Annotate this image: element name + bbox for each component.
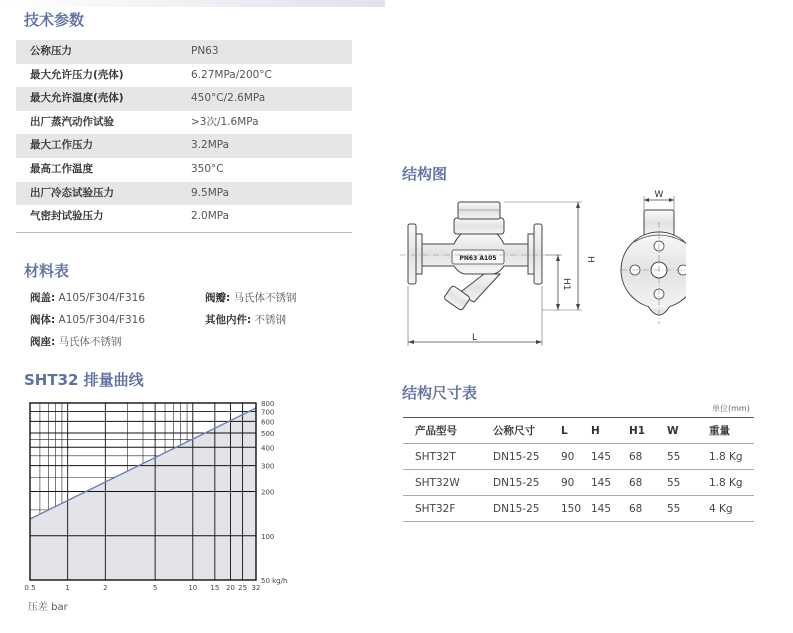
param-label: 出厂冷态试验压力 [30, 186, 114, 199]
table-cell: SHT32T [415, 451, 456, 463]
structure-drawing [396, 186, 686, 346]
x-tick-label: 25 [238, 584, 248, 592]
x-tick-label: 1 [65, 584, 70, 592]
y-tick-label: 300 [261, 462, 275, 471]
table-cell: 68 [629, 503, 643, 515]
table-cell: 55 [667, 477, 681, 489]
x-tick-label: 2 [103, 584, 108, 592]
param-value: 2.0MPa [191, 210, 230, 223]
y-tick-label: 50 kg/h [261, 577, 288, 585]
param-row [16, 182, 352, 206]
material-item [30, 312, 145, 327]
params-bottom-rule [16, 232, 352, 233]
discharge-curve-chart [0, 395, 310, 595]
l-label: L [472, 333, 478, 343]
material-label: 阀盖: [30, 292, 56, 304]
header-cell: L [561, 425, 568, 437]
param-label: 最大允许压力(壳体) [30, 68, 124, 81]
table-cell: SHT32W [415, 477, 460, 489]
table-header-row [403, 418, 754, 444]
x-tick-label: 5 [152, 584, 158, 592]
param-label: 气密封试验压力 [30, 210, 104, 223]
header-cell: 产品型号 [415, 425, 457, 437]
param-value: 9.5MPa [191, 186, 230, 199]
h-label: H [585, 256, 595, 263]
table-cell: 90 [561, 477, 575, 489]
dimensions-title: 结构尺寸表 [402, 384, 478, 402]
param-label: 最高工作温度 [30, 162, 93, 175]
material-label: 其他内件: [205, 314, 252, 326]
y-tick-label: 100 [261, 532, 275, 541]
param-row [16, 40, 352, 64]
table-row [403, 470, 754, 496]
table-cell: DN15-25 [493, 477, 540, 489]
tech-params-title: 技术参数 [24, 11, 85, 29]
structure-title: 结构图 [402, 165, 448, 183]
unit-note: 单位(mm) [712, 404, 750, 413]
x-tick-label: 15 [210, 584, 220, 592]
table-row [403, 444, 754, 470]
table-cell: 145 [591, 451, 612, 463]
material-item [30, 334, 122, 349]
table-cell: 1.8 Kg [709, 477, 743, 489]
chart-x-label: 压差 bar [28, 602, 68, 613]
y-tick-label: 500 [261, 430, 275, 439]
y-tick-label: 400 [261, 444, 275, 453]
table-cell: 4 Kg [709, 503, 733, 515]
x-tick-label: 32 [251, 584, 261, 592]
material-item [205, 312, 286, 327]
param-value: 3.2MPa [191, 139, 230, 152]
material-label: 阀瓣: [205, 292, 231, 304]
param-label: 最大允许温度(壳体) [30, 92, 124, 105]
table-row [403, 496, 754, 522]
param-row [16, 158, 352, 182]
param-row [16, 134, 352, 158]
param-value: 350°C [191, 162, 224, 175]
table-cell: 55 [667, 503, 681, 515]
y-tick-label: 600 [261, 418, 275, 427]
table-cell: 90 [561, 451, 575, 463]
header-cell: H [591, 425, 600, 437]
valve-bonnet [454, 202, 504, 234]
header-cell: W [667, 425, 679, 437]
table-cell: 68 [629, 451, 643, 463]
table-cell: 55 [667, 451, 681, 463]
dimensions-table [403, 417, 754, 522]
x-tick-label: 20 [225, 584, 235, 592]
header-accent-bar [0, 0, 385, 7]
chart-title: SHT32 排量曲线 [24, 371, 144, 389]
materials-title: 材料表 [24, 262, 70, 280]
material-value: A105/F304/F316 [58, 292, 146, 304]
h1-label: H1 [561, 278, 571, 291]
param-label: 公称压力 [30, 45, 72, 57]
dimension-w [644, 190, 674, 210]
table-cell: SHT32F [415, 503, 456, 515]
table-cell: 145 [591, 503, 612, 515]
material-label: 阀座: [30, 336, 56, 348]
param-value: 450°C/2.6MPa [191, 92, 266, 105]
table-cell: 145 [591, 477, 612, 489]
param-row [16, 64, 352, 88]
tech-params-table [16, 40, 352, 229]
body-mark-text: PN63 A105 [459, 255, 497, 262]
side-view [621, 210, 686, 324]
param-label: 最大工作压力 [30, 139, 93, 152]
x-tick-label: 0.5 [24, 584, 36, 592]
param-label: 出厂蒸汽动作试验 [30, 115, 114, 128]
dimension-h1 [546, 255, 571, 310]
param-value: 6.27MPa/200°C [191, 68, 272, 81]
table-cell: 150 [561, 503, 582, 515]
x-tick-label: 10 [188, 584, 198, 592]
material-item [205, 290, 297, 305]
material-item [30, 290, 145, 305]
param-value: >3次/1.6MPa [191, 115, 259, 128]
strainer-cap [443, 274, 500, 311]
material-value: 不锈钢 [254, 314, 287, 326]
w-label: W [654, 190, 664, 200]
y-tick-label: 200 [261, 488, 275, 497]
y-tick-label: 700 [261, 408, 275, 417]
param-row [16, 111, 352, 135]
inlet-flange [408, 224, 422, 284]
table-cell: 1.8 Kg [709, 451, 743, 463]
table-cell: DN15-25 [493, 451, 540, 463]
material-value: 马氏体不锈钢 [233, 292, 297, 304]
table-cell: 68 [629, 477, 643, 489]
outlet-flange [528, 224, 542, 284]
param-row [16, 205, 352, 229]
header-cell: H1 [629, 425, 646, 437]
param-value: PN63 [191, 45, 219, 57]
material-value: 马氏体不锈钢 [58, 336, 122, 348]
header-cell: 重量 [709, 425, 730, 437]
material-label: 阀体: [30, 314, 56, 326]
y-tick-label: 800 [261, 400, 275, 408]
header-cell: 公称尺寸 [493, 425, 535, 437]
param-row [16, 87, 352, 111]
material-value: A105/F304/F316 [58, 314, 146, 326]
table-cell: DN15-25 [493, 503, 540, 515]
